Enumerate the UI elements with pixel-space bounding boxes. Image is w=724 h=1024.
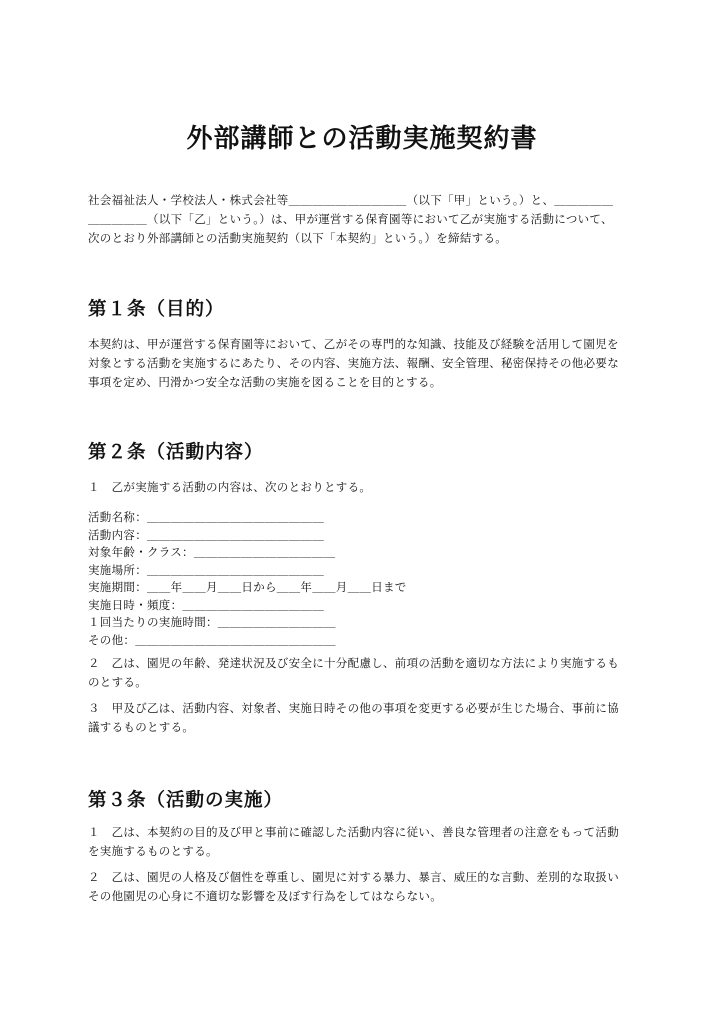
document-title: 外部講師との活動実施契約書 xyxy=(186,124,538,154)
article2-clause3: ３ 甲及び乙は、活動内容、対象者、実施日時その他の事項を変更する必要が生じた場合、事前に協 議するものとする。 xyxy=(88,701,619,734)
field-other: その他：＿＿＿＿＿＿＿＿＿＿＿＿＿＿＿＿＿ xyxy=(88,632,336,647)
field-schedule-frequency: 実施日時・頻度：＿＿＿＿＿＿＿＿＿＿＿＿ xyxy=(88,597,324,612)
article2-clause1: １ 乙が実施する活動の内容は、次のとおりとする。 xyxy=(88,480,372,494)
field-activity-name: 活動名称：＿＿＿＿＿＿＿＿＿＿＿＿＿＿＿ xyxy=(88,510,324,524)
article2-heading: 第２条（活動内容） xyxy=(88,442,264,463)
article2-clause2: ２ 乙は、園児の年齢、発達状況及び安全に十分配慮し、前項の活動を適切な方法により実施するも のとする。 xyxy=(88,656,619,689)
field-session-duration: １回当たりの実施時間：＿＿＿＿＿＿＿＿＿＿ xyxy=(88,615,336,629)
field-location: 実施場所：＿＿＿＿＿＿＿＿＿＿＿＿＿＿＿ xyxy=(88,562,324,577)
field-activity-content: 活動内容：＿＿＿＿＿＿＿＿＿＿＿＿＿＿＿ xyxy=(88,527,324,542)
article1-heading: 第１条（目的） xyxy=(88,299,225,320)
article3-clause2: ２ 乙は、園児の人格及び個性を尊重し、園児に対する暴力、暴言、威圧的な言動、差別的な取扱い その他園児の心身に不適切な影響を及ぼす行為をしてはならない。 xyxy=(88,870,619,903)
preamble-paragraph: 社会福祉法人・学校法人・株式会社等＿＿＿＿＿＿＿＿＿＿（以下「甲」という。）と、＿＿＿＿＿ ＿＿＿＿＿（以下「乙」という。）は、甲が運営する保育園等において乙が実施する活動について、 次のとおり外部講師との活動実施契約（以下「本契約」という。）を締結する。 xyxy=(88,193,614,245)
article1-body: 本契約は、甲が運営する保育園等において、乙がその専門的な知識、技能及び経験を活用して園児を 対象とする活動を実施するにあたり、その内容、実施方法、報酬、安全管理、秘密保持その他必要な 事項を定め、円滑かつ安全な活動の実施を図ることを目的とする。 xyxy=(88,337,619,389)
field-period: 実施期間：＿＿年＿＿月＿＿日から＿＿年＿＿月＿＿日まで xyxy=(88,580,407,594)
article3-heading: 第３条（活動の実施） xyxy=(88,790,284,811)
activity-fields-list xyxy=(88,509,648,649)
field-target-age-class: 対象年齢・クラス：＿＿＿＿＿＿＿＿＿＿＿＿ xyxy=(88,545,336,559)
article3-clause1: １ 乙は、本契約の目的及び甲と事前に確認した活動内容に従い、善良な管理者の注意をもって活動 を実施するものとする。 xyxy=(88,825,619,858)
